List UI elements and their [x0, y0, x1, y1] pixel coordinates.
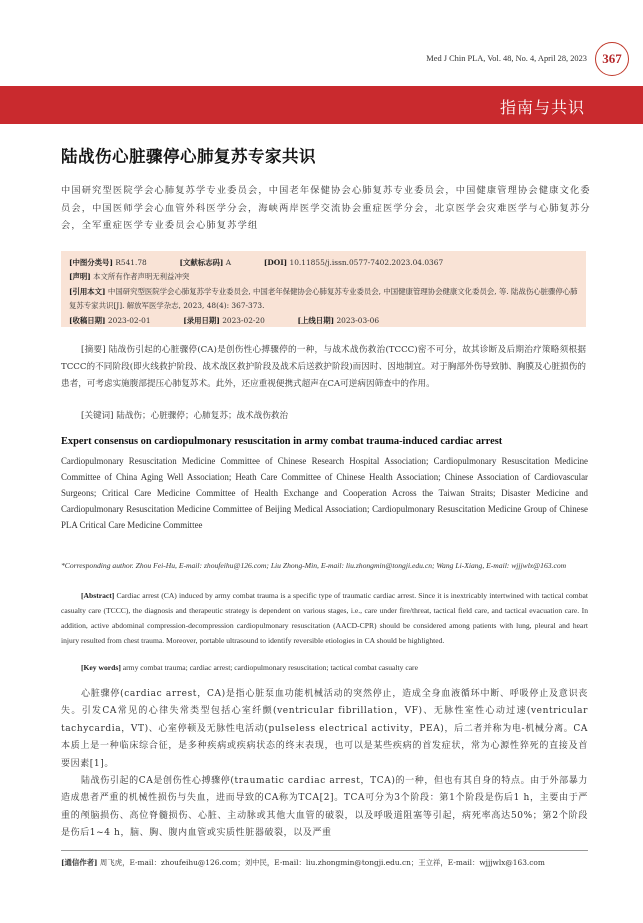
citation-value: 中国研究型医院学会心肺复苏学专业委员会, 中国老年保健协会心肺复苏专业委员会, 中国健康管理协会健康文化委员会, 等. 陆战伤心脏骤停心肺复苏专家共识[J]. 解放军医学杂志, 2023, 48(4): 367-373.: [69, 286, 578, 311]
doi-label: [DOI]: [263, 258, 288, 267]
statement-value: 本文所有作者声明无利益冲突: [93, 272, 190, 282]
organizations-en: Cardiopulmonary Resuscitation Medicine Committee of Chinese Research Hospital Association; Cardiopulmonary Resuscitation Medicine Committee of China Aging Well Association; Heath Care Committee of Chinese Health Association; Chinese Association of Cardiovascular Surgeons; Critical Care Medicine Committee of Health Exchange and Cooperation Across the Taiwan Straits; Disaster Medicine and Cardiopulmonary Resuscitation Medicine Committee of Beijing Medical Association; Cardiopulmonary Resuscitation Medicine Group of Chinese PLA Critical Care Medicine Committee: [61, 456, 588, 531]
received-value: 2023-02-01: [107, 315, 151, 325]
footer-label: [通信作者]: [61, 858, 98, 867]
clc-value: R541.78: [115, 258, 147, 267]
keywords-cn: [81, 409, 288, 421]
article-title-en: Expert consensus on cardiopulmonary resuscitation in army combat trauma-induced cardiac arrest: [61, 436, 503, 447]
footer-divider: [61, 850, 588, 851]
keywords-cn-label: [关键词]: [81, 411, 114, 421]
keywords-cn-text: 陆战伤；心脏骤停；心肺复苏；战术战伤救治: [116, 411, 289, 421]
accepted-label: [录用日期]: [183, 315, 220, 325]
footer-correspondence: [61, 857, 545, 868]
article-title-cn: 陆战伤心脏骤停心肺复苏专家共识: [61, 147, 316, 166]
abstract-cn-label: [摘要]: [81, 345, 106, 355]
article-meta-box: [61, 251, 586, 327]
page-number: 367: [595, 42, 629, 76]
meta-row-1: [69, 256, 578, 270]
meta-row-4: [69, 314, 578, 328]
doc-code-label: [文献标志码]: [179, 258, 224, 267]
body-paragraph-1: 心脏骤停(cardiac arrest，CA)是指心脏泵血功能机械活动的突然停止，造成全身血液循环中断、呼吸停止及意识丧失。引发CA常见的心律失常类型包括心室纤颤(ventricular fibrillation，VF)、无脉性室性心动过速(ventricular tachycardia，VT)、心室停顿及无脉性电活动(pulseless electrical activity，PEA)，后二者并称为电-机械分离。CA本质上是一种临床综合征，是多种疾病或疾病状态的终末表现，也可以是某些疾病的首发症状，常为心源性猝死的直接及首要因素[1]。: [61, 689, 588, 769]
abstract-en: [61, 589, 588, 649]
statement-label: [声明]: [69, 272, 91, 282]
meta-row-2: [69, 270, 578, 284]
online-label: [上线日期]: [297, 315, 335, 325]
section-title: 指南与共识: [499, 98, 585, 117]
corresponding-author-en: *Corresponding author. Zhou Fei-Hu, E-mail: zhoufeihu@126.com; Liu Zhong-Min, E-mail: liu.zhongmin@tongji.edu.cn; Wang Li-Xiang, E-mail: wjjjwlx@163.com: [61, 561, 567, 570]
abstract-en-label: [Abstract]: [81, 591, 115, 600]
keywords-en: [81, 663, 418, 672]
body-paragraph-2: 陆战伤引起的CA是创伤性心搏骤停(traumatic cardiac arrest，TCA)的一种，但也有其自身的特点。由于外部暴力造成患者严重的机械性损伤与失血，进而导致的CA称为TCA[2]。TCA可分为3个阶段：第1个阶段是伤后1 h，主要由于严重的颅脑损伤、高位脊髓损伤、心脏、主动脉或其他大血管的破裂，以及呼吸道阻塞等引起，病死率高达50%；第2个阶段是伤后1~4 h，脑、胸、腹内血管或实质性脏器破裂，以及严重: [61, 776, 588, 839]
footer-text: 周飞虎，E-mail：zhoufeihu@126.com；刘中民，E-mail：liu.zhongmin@tongji.edu.cn；王立祥，E-mail：wjjjwlx@163.com: [99, 858, 545, 867]
keywords-en-text: army combat trauma; cardiac arrest; cardiopulmonary resuscitation; tactical combat casualty care: [122, 663, 418, 672]
received-label: [收稿日期]: [69, 315, 106, 325]
running-head: Med J Chin PLA, Vol. 48, No. 4, April 28, 2023: [426, 54, 587, 63]
abstract-en-text: Cardiac arrest (CA) induced by army combat trauma is a specific type of traumatic cardiac arrest. Since it is inextricably intertwined with tactical combat casualty care (TCCC), the diagnosis and therapeutic strategy is dependent on various stages, i.e., care under fire/threat, tactical field care, and tactical evacuation care. In addition, active abdominal compression-decompression cardiopulmonary resuscitation (AACD-CPR) should be considered among patients with lung, pleural and heart injury resulted from chest trauma. Moreover, portable ultrasound to identify reversible etiologies in CA should be highlighted.: [61, 591, 588, 645]
authors-cn: 中国研究型医院学会心肺复苏学专业委员会，中国老年保健协会心肺复苏专业委员会，中国健康管理协会健康文化委员会，中国医师学会心血管外科医学分会，海峡两岸医学交流协会重症医学分会，北京医学会灾难医学与心肺复苏分会，全军重症医学专业委员会心肺复苏学组: [61, 185, 591, 231]
citation-label: [引用本文]: [69, 286, 106, 296]
abstract-cn: [61, 342, 586, 394]
meta-row-3: [69, 285, 578, 314]
body-text: [61, 686, 588, 843]
abstract-cn-text: 陆战伤引起的心脏骤停(CA)是创伤性心搏骤停的一种，与战术战伤救治(TCCC)密不可分，故其诊断及后期治疗策略须根据TCCC的不同阶段(即火线救护阶段、战术战区救护阶段及战术后送救护阶段)而因时、因地制宜。对于胸部外伤导致肺、胸膜及心脏损伤的患者，可考虑实施腹部提压心肺复苏术。此外，还应重视便携式超声在CA可逆病因筛查中的作用。: [61, 345, 586, 390]
online-value: 2023-03-06: [336, 315, 380, 325]
keywords-en-label: [Key words]: [81, 663, 121, 672]
doi-value: 10.11855/j.issn.0577-7402.2023.04.0367: [289, 258, 444, 267]
accepted-value: 2023-02-20: [222, 315, 265, 325]
clc-label: [中图分类号]: [69, 258, 113, 267]
doc-code-value: A: [225, 258, 232, 267]
